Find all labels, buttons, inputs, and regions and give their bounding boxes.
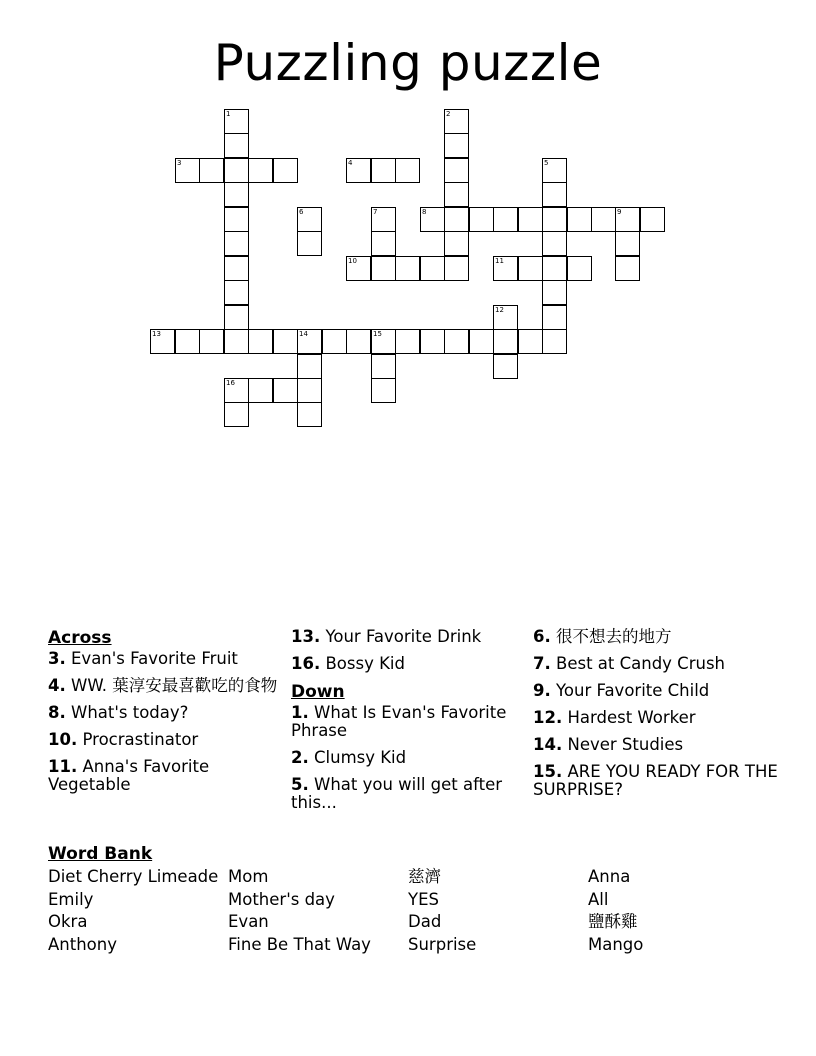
grid-cell[interactable] [224,329,249,354]
grid-cell[interactable] [371,231,396,256]
grid-cell[interactable] [567,207,592,232]
grid-cell[interactable] [273,329,298,354]
grid-cell[interactable] [346,158,371,183]
word-bank-item: Evan [228,912,269,931]
clue-number: 8. [48,703,66,722]
word-bank-item: YES [408,889,439,909]
clues-column-2 [291,628,531,821]
word-bank-item: Anna [588,867,631,886]
word-bank-item: Fine Be That Way [228,934,371,954]
clue-text: Best at Candy Crush [556,654,725,673]
word-bank-item: Diet Cherry Limeade [48,867,219,886]
grid-cell[interactable] [493,256,518,281]
clue-across-8 [48,704,288,722]
grid-cell[interactable] [224,378,249,403]
clue-text: ARE YOU READY FOR THE SURPRISE? [533,762,778,799]
word-bank-item: Mango [588,934,644,954]
clue-down-7 [533,655,793,673]
clue-number: 4. [48,676,66,695]
clue-text: What's today? [71,703,189,722]
grid-cell[interactable] [444,133,469,158]
clue-down-14 [533,736,793,754]
word-bank-item: Mom [228,867,269,886]
cell-number: 4 [348,159,353,167]
cell-number: 15 [373,330,382,338]
word-bank-item: Surprise [408,934,477,954]
clue-text: WW. 葉淳安最喜歡吃的食物 [71,676,278,695]
grid-cell[interactable] [297,329,322,354]
grid-cell[interactable] [224,207,249,232]
clue-text: Your Favorite Child [556,681,710,700]
grid-cell[interactable] [615,207,640,232]
clue-down-1 [291,704,531,740]
word-bank-heading: Word Bank [48,844,153,864]
clue-text: Evan's Favorite Fruit [71,649,238,668]
grid-cell[interactable] [175,158,200,183]
puzzle-title: Puzzling puzzle [213,34,603,92]
grid-cell[interactable] [371,158,396,183]
grid-cell[interactable] [395,256,420,281]
clue-text: Never Studies [567,735,684,754]
clue-down-15 [533,763,793,799]
grid-cell[interactable] [542,256,567,281]
grid-cell[interactable] [150,329,175,354]
grid-cell[interactable] [248,329,273,354]
word-bank-item: Emily [48,889,94,909]
word-bank [48,844,768,954]
cell-number: 2 [446,110,451,118]
grid-cell[interactable] [395,158,420,183]
grid-cell[interactable] [518,207,543,232]
grid-cell[interactable] [175,329,200,354]
clue-down-2 [291,749,531,767]
grid-cell[interactable] [542,207,567,232]
grid-cell[interactable] [542,182,567,207]
word-bank-item: 慈濟 [408,867,441,886]
word-bank-item: Dad [408,912,442,931]
clue-across-13 [291,628,531,646]
clue-text: Hardest Worker [567,708,696,727]
cell-number: 9 [617,208,622,216]
clue-number: 14. [533,735,563,754]
grid-cell[interactable] [444,329,469,354]
clues-column-3 [533,628,793,808]
cell-number: 16 [226,379,235,387]
word-bank-item: Mother's day [228,889,335,909]
grid-cell[interactable] [444,182,469,207]
clue-text: Procrastinator [82,730,199,749]
clue-number: 2. [291,748,309,767]
cell-number: 3 [177,159,182,167]
grid-cell[interactable] [469,207,494,232]
grid-cell[interactable] [371,207,396,232]
grid-cell[interactable] [224,158,249,183]
cell-number: 11 [495,257,504,265]
grid-cell[interactable] [224,256,249,281]
clue-number: 9. [533,681,551,700]
cell-number: 12 [495,306,504,314]
clue-across-11 [48,758,288,794]
clue-down-6 [533,628,793,646]
clue-number: 13. [291,627,321,646]
grid-cell[interactable] [493,354,518,379]
cell-number: 8 [422,208,427,216]
grid-cell[interactable] [542,305,567,330]
word-bank-item: 鹽酥雞 [588,912,638,931]
grid-cell[interactable] [395,329,420,354]
grid-cell[interactable] [297,354,322,379]
grid-cell[interactable] [493,329,518,354]
grid-cell[interactable] [224,109,249,134]
clue-across-3 [48,650,288,668]
clue-text: Anna's Favorite Vegetable [48,757,210,794]
grid-cell[interactable] [224,182,249,207]
grid-cell[interactable] [199,158,224,183]
grid-cell[interactable] [420,256,445,281]
clue-number: 6. [533,627,551,646]
grid-cell[interactable] [567,256,592,281]
grid-cell[interactable] [297,402,322,427]
clue-text: What you will get after this... [291,775,503,812]
grid-cell[interactable] [469,329,494,354]
grid-cell[interactable] [542,231,567,256]
clue-across-16 [291,655,531,673]
clue-text: Your Favorite Drink [325,627,482,646]
grid-cell[interactable] [297,378,322,403]
grid-cell[interactable] [224,133,249,158]
clue-text: Bossy Kid [325,654,405,673]
grid-cell[interactable] [615,231,640,256]
word-bank-item: Okra [48,912,88,931]
clue-text: Clumsy Kid [314,748,407,767]
clues-column-1 [48,628,288,803]
cell-number: 6 [299,208,304,216]
grid-cell[interactable] [444,231,469,256]
grid-cell[interactable] [248,378,273,403]
grid-cell[interactable] [346,329,371,354]
cell-number: 7 [373,208,378,216]
grid-cell[interactable] [444,158,469,183]
grid-cell[interactable] [224,280,249,305]
clue-number: 5. [291,775,309,794]
clue-number: 7. [533,654,551,673]
cell-number: 5 [544,159,549,167]
cell-number: 13 [152,330,161,338]
clue-text: 很不想去的地方 [556,627,672,646]
grid-cell[interactable] [371,378,396,403]
grid-cell[interactable] [444,207,469,232]
grid-cell[interactable] [420,207,445,232]
clue-text: What Is Evan's Favorite Phrase [291,703,507,740]
cell-number: 10 [348,257,357,265]
grid-cell[interactable] [591,207,616,232]
grid-cell[interactable] [224,402,249,427]
word-bank-item: Anthony [48,934,117,954]
clue-number: 1. [291,703,309,722]
grid-cell[interactable] [248,158,273,183]
cell-number: 14 [299,330,308,338]
cell-number: 1 [226,110,231,118]
grid-cell[interactable] [542,280,567,305]
clue-down-9 [533,682,793,700]
clue-down-12 [533,709,793,727]
grid-cell[interactable] [640,207,665,232]
clue-number: 12. [533,708,563,727]
grid-cell[interactable] [322,329,347,354]
grid-cell[interactable] [297,207,322,232]
grid-cell[interactable] [493,305,518,330]
grid-cell[interactable] [273,378,298,403]
clue-down-5 [291,776,531,812]
grid-cell[interactable] [615,256,640,281]
grid-cell[interactable] [542,329,567,354]
grid-cell[interactable] [444,256,469,281]
across-heading: Across [48,628,112,648]
clue-across-4 [48,677,288,695]
grid-cell[interactable] [224,231,249,256]
clue-across-10 [48,731,288,749]
grid-cell[interactable] [273,158,298,183]
word-bank-list [48,867,768,954]
grid-cell[interactable] [297,231,322,256]
grid-cell[interactable] [224,305,249,330]
grid-cell[interactable] [371,256,396,281]
grid-cell[interactable] [518,329,543,354]
clue-number: 11. [48,757,78,776]
down-heading: Down [291,682,345,702]
grid-cell[interactable] [420,329,445,354]
clue-number: 10. [48,730,78,749]
grid-cell[interactable] [518,256,543,281]
grid-cell[interactable] [444,109,469,134]
word-bank-item: All [588,889,609,909]
clue-number: 15. [533,762,563,781]
grid-cell[interactable] [493,207,518,232]
grid-cell[interactable] [371,354,396,379]
grid-cell[interactable] [199,329,224,354]
grid-cell[interactable] [371,329,396,354]
clue-number: 16. [291,654,321,673]
clue-number: 3. [48,649,66,668]
crossword-grid [0,0,816,440]
grid-cell[interactable] [346,256,371,281]
grid-cell[interactable] [542,158,567,183]
